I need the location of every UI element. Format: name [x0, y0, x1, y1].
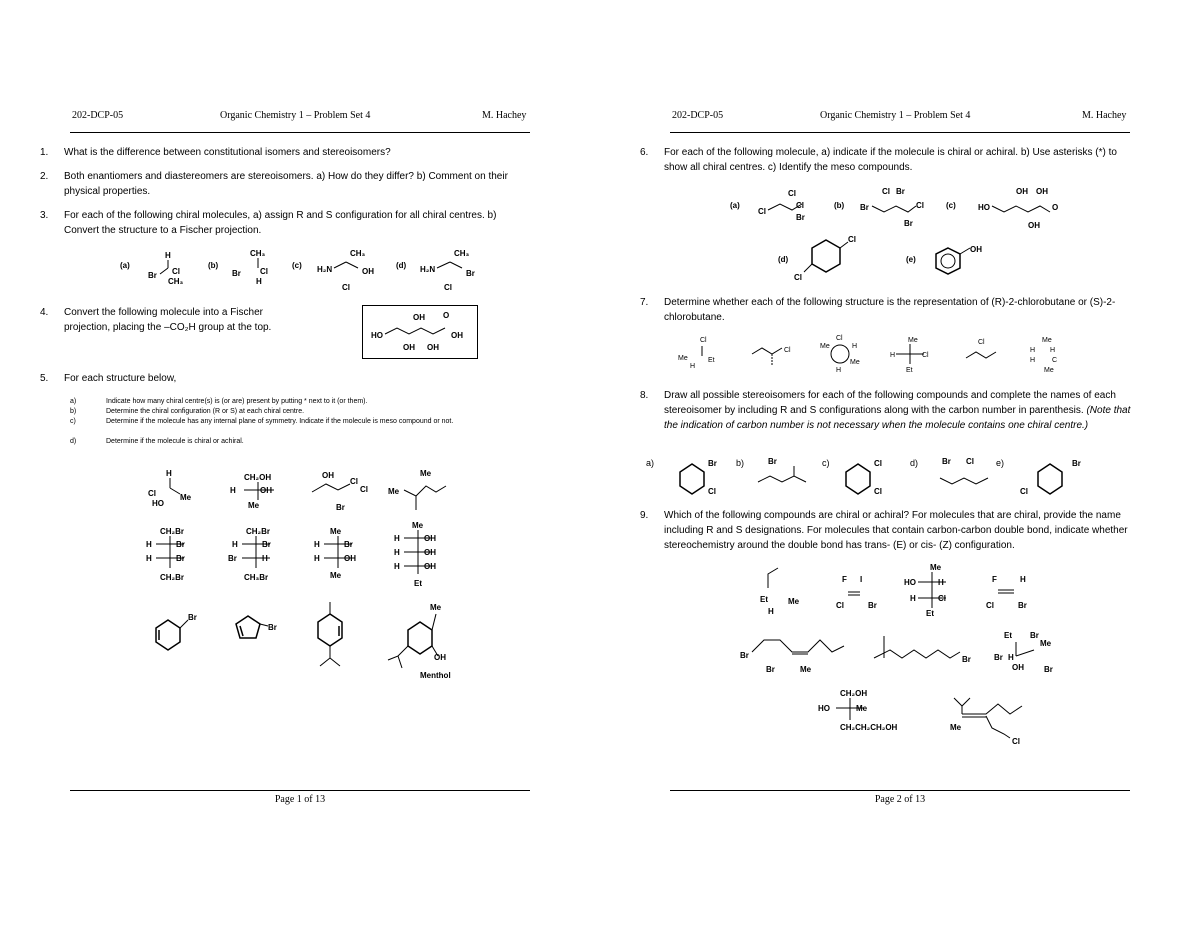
svg-text:Br: Br — [994, 653, 1003, 662]
question-number: 4. — [40, 307, 49, 318]
svg-text:CH₂Br: CH₂Br — [246, 527, 270, 536]
header-course-code: 202-DCP-05 — [72, 110, 124, 121]
header-title: Organic Chemistry 1 – Problem Set 4 — [220, 110, 371, 121]
svg-text:OH: OH — [1028, 221, 1040, 230]
question-text: For each structure below, — [64, 373, 177, 384]
svg-text:Cl: Cl — [882, 187, 890, 196]
svg-text:Br: Br — [1072, 459, 1081, 468]
svg-text:H: H — [166, 469, 172, 478]
question-number: 3. — [40, 210, 49, 221]
svg-text:Et: Et — [760, 595, 768, 604]
svg-text:Br: Br — [228, 554, 237, 563]
svg-text:CH₂Br: CH₂Br — [160, 573, 184, 582]
svg-text:OH: OH — [424, 562, 436, 571]
svg-text:Me: Me — [820, 343, 830, 350]
svg-text:Cl: Cl — [260, 267, 268, 276]
q6-label-d: (d) — [778, 255, 789, 264]
svg-text:Me: Me — [856, 704, 868, 713]
svg-text:Me: Me — [950, 723, 962, 732]
question-text: Determine whether each of the following structure is the representation of (R)-2-chlorobutane or (S)-2-chlorobutane. — [664, 297, 1116, 323]
svg-text:OH: OH — [1036, 187, 1048, 196]
svg-text:H: H — [938, 578, 944, 587]
question-number: 5. — [40, 373, 49, 384]
q8-label-d: d) — [910, 458, 919, 468]
q5-sub-text: Indicate how many chiral centre(s) is (or are) present by putting * next to it (or them). — [106, 398, 368, 405]
q5-sub-letter: a) — [70, 398, 77, 405]
svg-text:H₂N: H₂N — [317, 265, 333, 274]
svg-text:Br: Br — [766, 665, 775, 674]
svg-text:HO: HO — [978, 203, 990, 212]
q9-structures-row2 — [740, 628, 1080, 678]
svg-text:Cl: Cl — [758, 207, 766, 216]
svg-text:Br: Br — [896, 187, 905, 196]
svg-text:Cl: Cl — [172, 267, 180, 276]
svg-text:Br: Br — [708, 459, 717, 468]
q8-label-c: c) — [822, 458, 830, 468]
svg-text:Br: Br — [336, 503, 345, 512]
svg-text:Me: Me — [412, 521, 424, 530]
svg-text:H: H — [836, 367, 842, 374]
svg-text:Br: Br — [1018, 601, 1027, 610]
svg-text:Me: Me — [180, 493, 192, 502]
q3-structures — [110, 246, 510, 296]
svg-text:CH₂CH₂CH₂OH: CH₂CH₂CH₂OH — [840, 723, 898, 732]
svg-text:Cl: Cl — [836, 601, 844, 610]
svg-text:CH₃: CH₃ — [250, 249, 266, 258]
footer-rule — [70, 790, 530, 791]
page-number: Page 1 of 13 — [274, 794, 326, 805]
svg-text:Br: Br — [962, 655, 971, 664]
svg-text:Et: Et — [414, 579, 422, 588]
svg-text:Me: Me — [800, 665, 812, 674]
svg-text:Cl: Cl — [916, 201, 924, 210]
svg-text:H: H — [1008, 653, 1014, 662]
svg-text:Cl: Cl — [796, 201, 804, 210]
svg-text:F: F — [842, 575, 847, 584]
svg-text:Me: Me — [330, 571, 342, 580]
question-number: 8. — [640, 390, 649, 401]
svg-text:H: H — [1030, 347, 1036, 354]
question-number: 6. — [640, 147, 649, 158]
q3-label-c: (c) — [292, 261, 302, 270]
svg-text:Cl: Cl — [360, 485, 368, 494]
svg-text:CH₃: CH₃ — [454, 249, 470, 258]
svg-text:Et: Et — [926, 609, 934, 618]
footer-rule — [670, 790, 1130, 791]
svg-text:Br: Br — [176, 540, 185, 549]
svg-text:OH: OH — [1012, 663, 1024, 672]
svg-text:CH₂Br: CH₂Br — [160, 527, 184, 536]
header-course-code: 202-DCP-05 — [672, 110, 724, 121]
svg-text:H: H — [394, 548, 400, 557]
header-author: M. Hachey — [1082, 110, 1127, 121]
q6-label-a: (a) — [730, 201, 740, 210]
question-number: 2. — [40, 171, 49, 182]
svg-text:Cl: Cl — [708, 487, 716, 496]
q5-sub-text: Determine if the molecule is chiral or achiral. — [106, 438, 244, 445]
svg-text:Br: Br — [942, 457, 951, 466]
svg-text:OH: OH — [1016, 187, 1028, 196]
q8-label-a: a) — [646, 458, 655, 468]
svg-text:Br: Br — [860, 203, 869, 212]
svg-text:Cl: Cl — [700, 337, 707, 344]
svg-text:Et: Et — [906, 367, 913, 374]
q8-structures — [646, 452, 1116, 502]
svg-text:Me: Me — [420, 469, 432, 478]
svg-text:H: H — [232, 540, 238, 549]
q6-structures — [720, 182, 1080, 282]
question-text: Convert the following molecule into a Fischer projection, placing the –CO₂H group at the top. — [64, 307, 272, 333]
svg-text:HO: HO — [904, 578, 916, 587]
svg-text:OH: OH — [434, 653, 446, 662]
question-number: 9. — [640, 510, 649, 521]
svg-text:H: H — [230, 486, 236, 495]
question-text: For each of the following molecule, a) indicate if the molecule is chiral or achiral. b) Use asterisks (*) to show all chiral centres. c) Identify the meso compounds. — [664, 147, 1117, 173]
svg-text:CH₃Br: CH₃Br — [244, 573, 269, 582]
svg-text:HO: HO — [152, 499, 164, 508]
svg-text:Cl: Cl — [966, 457, 974, 466]
q3-label-d: (d) — [396, 261, 407, 270]
svg-text:C: C — [1052, 357, 1058, 364]
q6-label-c: (c) — [946, 201, 956, 210]
svg-text:H: H — [1020, 575, 1026, 584]
svg-text:Me: Me — [1044, 367, 1054, 374]
q9-structures-row1 — [750, 560, 1050, 620]
q5-sub-letter: d) — [70, 438, 77, 445]
svg-text:Cl: Cl — [350, 477, 358, 486]
q9-structures-row3 — [810, 684, 1070, 744]
svg-text:CH₃: CH₃ — [350, 249, 366, 258]
q5-structures-row1 — [140, 466, 480, 516]
q5-structures-row3 — [140, 600, 480, 690]
svg-text:OH: OH — [413, 313, 425, 322]
svg-text:OH: OH — [260, 486, 272, 495]
svg-text:Cl: Cl — [986, 601, 994, 610]
svg-text:OH: OH — [451, 331, 463, 340]
question-text — [664, 388, 1134, 433]
svg-text:OH: OH — [970, 245, 982, 254]
svg-text:HO: HO — [371, 331, 383, 340]
header-rule — [670, 132, 1130, 133]
q3-label-a: (a) — [120, 261, 130, 270]
svg-text:Cl: Cl — [874, 459, 882, 468]
svg-text:Cl: Cl — [978, 339, 985, 346]
svg-text:Br: Br — [768, 457, 777, 466]
svg-text:Cl: Cl — [784, 347, 791, 354]
q5-sub-text: Determine if the molecule has any internal plane of symmetry. Indicate if the molecule is meso compound or not. — [106, 418, 454, 425]
svg-text:CH₂OH: CH₂OH — [840, 689, 868, 698]
header-rule — [70, 132, 530, 133]
q3-label-b: (b) — [208, 261, 219, 270]
svg-text:HO: HO — [818, 704, 830, 713]
svg-text:H: H — [146, 554, 152, 563]
svg-text:Cl: Cl — [922, 352, 929, 359]
svg-text:OH: OH — [322, 471, 334, 480]
svg-text:OH: OH — [424, 534, 436, 543]
q5-sub-text: Determine the chiral configuration (R or S) at each chiral centre. — [106, 408, 305, 415]
svg-text:Br: Br — [262, 540, 271, 549]
question-text: What is the difference between constitutional isomers and stereoisomers? — [64, 147, 391, 158]
question-number: 1. — [40, 147, 49, 158]
q4-structure-box — [362, 305, 478, 359]
svg-text:Cl: Cl — [794, 273, 802, 282]
svg-text:Et: Et — [708, 357, 715, 364]
header-title: Organic Chemistry 1 – Problem Set 4 — [820, 110, 971, 121]
svg-text:OH: OH — [427, 343, 439, 352]
svg-text:Cl: Cl — [342, 283, 350, 292]
svg-text:Me: Me — [930, 563, 942, 572]
page-2 — [600, 0, 1200, 927]
svg-text:Br: Br — [268, 623, 277, 632]
svg-text:Cl: Cl — [788, 189, 796, 198]
q5-structures-row2 — [140, 522, 480, 592]
svg-text:H: H — [1030, 357, 1036, 364]
q8-label-e: e) — [996, 458, 1005, 468]
svg-text:H: H — [165, 251, 171, 260]
svg-text:H: H — [394, 562, 400, 571]
svg-text:Me: Me — [678, 355, 688, 362]
svg-text:H: H — [1050, 347, 1056, 354]
svg-text:Br: Br — [1030, 631, 1039, 640]
question-text: Which of the following compounds are chiral or achiral? For molecules that are chiral, provide the name including R and S designations. For molecules that contain carbon-carbon double bond, indicate whether stereochemistry around the double bond has trans- (E) or cis- (Z) configuration. — [664, 510, 1128, 551]
svg-text:H: H — [852, 343, 858, 350]
svg-text:O: O — [443, 311, 450, 320]
svg-text:Me: Me — [850, 359, 860, 366]
svg-text:H: H — [394, 534, 400, 543]
svg-text:Br: Br — [148, 271, 157, 280]
svg-text:H: H — [262, 554, 268, 563]
svg-text:OH: OH — [344, 554, 356, 563]
svg-text:Br: Br — [188, 613, 197, 622]
svg-text:Cl: Cl — [444, 283, 452, 292]
svg-text:Br: Br — [904, 219, 913, 228]
svg-text:Br: Br — [796, 213, 805, 222]
svg-text:OH: OH — [424, 548, 436, 557]
question-number: 7. — [640, 297, 649, 308]
svg-text:Cl: Cl — [938, 594, 946, 603]
svg-text:Cl: Cl — [836, 335, 843, 342]
svg-text:Cl: Cl — [1020, 487, 1028, 496]
svg-text:H: H — [314, 540, 320, 549]
svg-text:Me: Me — [248, 501, 260, 510]
q6-label-e: (e) — [906, 255, 916, 264]
q6-label-b: (b) — [834, 201, 845, 210]
svg-text:H: H — [314, 554, 320, 563]
svg-text:Br: Br — [466, 269, 475, 278]
svg-text:Br: Br — [740, 651, 749, 660]
q5-sub-letter: b) — [70, 408, 77, 415]
svg-text:Br: Br — [868, 601, 877, 610]
svg-text:OH: OH — [403, 343, 415, 352]
question-text: Both enantiomers and diastereomers are stereoisomers. a) How do they differ? b) Comment on their physical properties. — [64, 171, 508, 197]
q5-sub-letter: c) — [70, 418, 76, 425]
question-text: For each of the following chiral molecules, a) assign R and S configuration for all chiral centres. b) Convert the structure to a Fischer projection. — [64, 210, 497, 236]
svg-text:OH: OH — [362, 267, 374, 276]
svg-text:H: H — [146, 540, 152, 549]
svg-text:H: H — [690, 363, 696, 370]
q7-structures — [670, 332, 1090, 382]
svg-text:Me: Me — [1042, 337, 1052, 344]
svg-text:F: F — [992, 575, 997, 584]
svg-text:Cl: Cl — [874, 487, 882, 496]
q8-text: Draw all possible stereoisomers for each of the following compounds and complete the names of each stereoisomer by including R and S configurations along with the carbon number in parenthesis. — [664, 390, 1116, 416]
svg-text:Me: Me — [388, 487, 400, 496]
svg-text:H₂N: H₂N — [420, 265, 436, 274]
svg-text:H: H — [768, 607, 774, 616]
svg-text:Me: Me — [908, 337, 918, 344]
svg-text:Br: Br — [232, 269, 241, 278]
q8-label-b: b) — [736, 458, 745, 468]
svg-text:O: O — [1052, 203, 1059, 212]
svg-text:Cl: Cl — [1012, 737, 1020, 746]
svg-text:Et: Et — [1004, 631, 1012, 640]
svg-text:Me: Me — [788, 597, 800, 606]
svg-text:Br: Br — [344, 540, 353, 549]
menthol-label: Menthol — [420, 671, 451, 680]
svg-text:Me: Me — [1040, 639, 1052, 648]
svg-text:H: H — [910, 594, 916, 603]
page-number: Page 2 of 13 — [874, 794, 926, 805]
svg-text:CH₃: CH₃ — [168, 277, 184, 286]
svg-text:Cl: Cl — [148, 489, 156, 498]
svg-text:I: I — [860, 575, 863, 584]
svg-text:Cl: Cl — [848, 235, 856, 244]
svg-text:H: H — [256, 277, 262, 286]
svg-text:CH₂OH: CH₂OH — [244, 473, 272, 482]
header-author: M. Hachey — [482, 110, 527, 121]
svg-text:Me: Me — [330, 527, 342, 536]
svg-text:Br: Br — [1044, 665, 1053, 674]
svg-text:Me: Me — [430, 603, 442, 612]
q8-note: (Note that the indication of carbon number is not necessary when the molecule contains one chiral centre.) — [664, 405, 1131, 431]
svg-text:H: H — [890, 352, 896, 359]
svg-text:Br: Br — [176, 554, 185, 563]
